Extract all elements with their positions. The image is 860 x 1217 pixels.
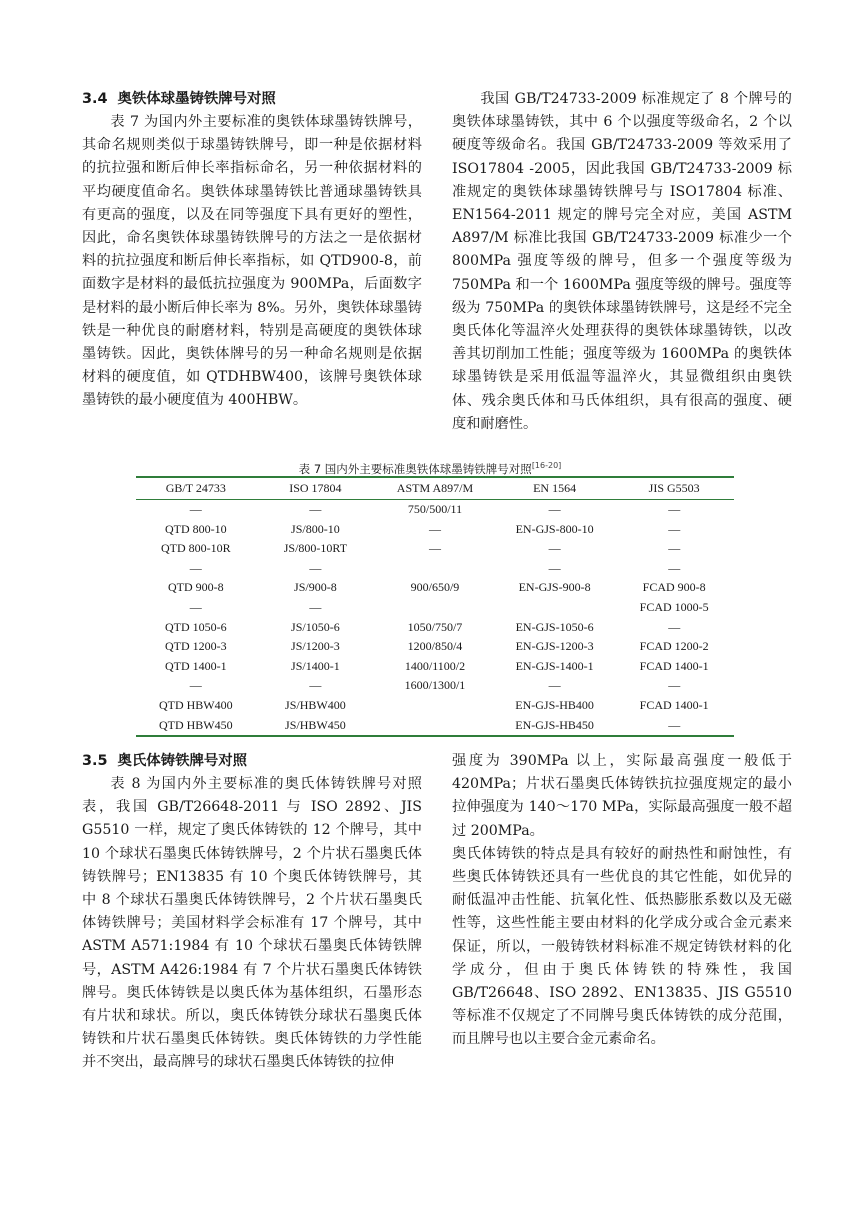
table-cell: QTD 1050-6 xyxy=(164,619,227,634)
table-cell: JS/1200-3 xyxy=(291,639,340,654)
section-title: 奥氏体铸铁牌号对照 xyxy=(117,753,248,769)
table-cell xyxy=(375,696,495,716)
table-cell: JS/1050-6 xyxy=(291,619,340,634)
table-row xyxy=(136,676,734,696)
table-cell: — xyxy=(668,717,681,732)
table-cell: FCAD 900-8 xyxy=(642,580,706,595)
header-cell: EN 1564 xyxy=(533,481,577,495)
table-cell: EN-GJS-900-8 xyxy=(518,580,591,595)
table-cell: FCAD 1200-2 xyxy=(639,639,709,654)
table-cell: EN-GJS-800-10 xyxy=(515,521,594,536)
table-cell: 1600/1300/1 xyxy=(404,678,466,693)
table-row xyxy=(136,696,734,716)
caption-reference: [16-20] xyxy=(531,461,562,470)
header-cell: ISO 17804 xyxy=(289,481,342,495)
table-cell: EN-GJS-HB450 xyxy=(515,717,594,732)
table-cell: — xyxy=(668,619,681,634)
table-cell: — xyxy=(428,541,441,556)
table-cell xyxy=(375,598,495,618)
table-cell: JS/900-8 xyxy=(294,580,337,595)
table-row xyxy=(136,559,734,579)
table-cell: JS/HBW450 xyxy=(285,717,346,732)
table-cell: FCAD 1000-5 xyxy=(639,599,709,614)
table-cell: 1050/750/7 xyxy=(407,619,463,634)
table-cell: QTD 800-10R xyxy=(160,541,231,556)
table-cell: JS/HBW400 xyxy=(285,697,346,712)
header-cell: GB/T 24733 xyxy=(165,481,226,495)
table-cell: — xyxy=(668,560,681,575)
table-cell: JS/1400-1 xyxy=(291,658,340,673)
table-cell: EN-GJS-1200-3 xyxy=(515,639,594,654)
table-row xyxy=(136,618,734,638)
table-cell: 1400/1100/2 xyxy=(404,658,466,673)
table-cell: — xyxy=(189,502,202,516)
table-cell: JS/800-10RT xyxy=(283,541,348,556)
table-cell: EN-GJS-1050-6 xyxy=(515,619,594,634)
table-row xyxy=(136,716,734,737)
table-cell xyxy=(375,716,495,737)
table-cell: — xyxy=(668,502,681,516)
table-row xyxy=(136,500,734,520)
table-cell: — xyxy=(548,678,561,693)
table-cell: — xyxy=(309,599,322,614)
table-cell: — xyxy=(309,560,322,575)
section-3-5-right-column xyxy=(452,750,792,1052)
table-cell: — xyxy=(189,560,202,575)
table-cell: FCAD 1400-1 xyxy=(639,658,709,673)
table-header-row xyxy=(136,477,734,500)
table-cell: JS/800-10 xyxy=(291,521,340,536)
grade-comparison-table xyxy=(136,476,734,737)
table-cell xyxy=(375,559,495,579)
section-number: 3.5 xyxy=(82,753,108,769)
table-cell xyxy=(495,598,615,618)
table-cell: QTD 800-10 xyxy=(164,521,227,536)
table-cell: — xyxy=(668,541,681,556)
paragraph: 表 8 为国内外主要标准的奥氏体铸铁牌号对照表，我国 GB/T26648-2011 与 ISO 2892、JIS G5510 一样，规定了奥氏体铸铁的 12 个牌号，其中 10 个球状石墨奥氏体铸铁牌号，2 个片状石墨奥氏体铸铁牌号；EN13835 有 10 个奥氏体铸铁牌号，其中 8 个球状石墨奥氏体铸铁牌号，2 个片状石墨奥氏体铸铁牌号；美国材料学会标准有 17 个牌号，其中 ASTM A571:1984 有 10 个球状石墨奥氏体铸铁牌号，ASTM A426:1984 有 7 个片状石墨奥氏体铸铁牌号。奥氏体铸铁是以奥氏体为基体组织，石墨形态有片状和球状。所以，奥氏体铸铁分球状石墨奥氏体铸铁和片状石墨奥氏体铸铁。奥氏体铸铁的力学性能并不突出，最高牌号的球状石墨奥氏体铸铁的拉伸 xyxy=(82,776,422,1071)
section-3-4-left-column xyxy=(82,88,422,413)
table-cell: — xyxy=(309,678,322,693)
table-cell: EN-GJS-HB400 xyxy=(515,697,594,712)
paragraph: 奥氏体铸铁的特点是具有较好的耐热性和耐蚀性，有些奥氏体铸铁还具有一些优良的其它性能，如优异的耐低温冲击性能、抗氧化性、低热膨胀系数以及无磁性等，这些性能主要由材料的化学成分或合金元素来保证，所以，一般铸铁材料标准不规定铸铁材料的化学成分，但由于奥氏体铸铁的特殊性，我国 GB/T26648、ISO 2892、EN13835、JIS G5510 等标准不仅规定了不同牌号奥氏体铸铁的成分范围，而且牌号也以主要合金元素命名。 xyxy=(452,845,792,1048)
table-row xyxy=(136,539,734,559)
table-row xyxy=(136,598,734,618)
paragraph: 表 7 为国内外主要标准的奥铁体球墨铸铁牌号，其命名规则类似于球墨铸铁牌号，即一种是依据材料的抗拉强和断后伸长率指标命名，另一种依据材料的平均硬度值命名。奥铁体球墨铸铁比普通球墨铸铁具有更高的强度，以及在同等强度下具有更好的塑性，因此，命名奥铁体球墨铸铁牌号的方法之一是依据材料的抗拉强度和断后伸长率指标，如 QTD900-8，前面数字是材料的最低抗拉强度为 900MPa，后面数字是材料的最小断后伸长率为 8%。另外，奥铁体球墨铸铁是一种优良的耐磨材料，特别是高硬度的奥铁体球墨铸铁。因此，奥铁体牌号的另一种命名规则是依据材料的硬度值，如 QTDHBW400，该牌号奥铁体球墨铸铁的最小硬度值为 400HBW。 xyxy=(82,114,422,409)
caption-text: 表 7 国内外主要标准奥铁体球墨铸铁牌号对照 xyxy=(298,461,532,476)
table-cell: 750/500/11 xyxy=(407,502,463,516)
section-3-5-left-column xyxy=(82,750,422,1075)
table-cell: — xyxy=(309,502,322,516)
table-cell: EN-GJS-1400-1 xyxy=(515,658,594,673)
table-cell: — xyxy=(189,599,202,614)
table-cell: QTD 900-8 xyxy=(167,580,224,595)
table-cell: FCAD 1400-1 xyxy=(639,697,709,712)
table-cell: — xyxy=(428,521,441,536)
table-cell: QTD HBW400 xyxy=(158,697,233,712)
table-cell: — xyxy=(668,521,681,536)
table-cell: — xyxy=(548,560,561,575)
paragraph: 我国 GB/T24733-2009 标准规定了 8 个牌号的奥铁体球墨铸铁，其中 6 个以强度等级命名，2 个以硬度等级命名。我国 GB/T24733-2009 等效采用了 ISO17804 -2005，因此我国 GB/T24733-2009 标准规定的奥铁体球墨铸铁牌号与 ISO17804 标准、EN1564-2011 规定的牌号完全对应，美国 ASTM A897/M 标准比我国 GB/T24733-2009 标准少一个 800MPa 强度等级的牌号，但多一个强度等级为 750MPa 和一个 1600MPa 强度等级的牌号。强度等级为 750MPa 的奥铁体球墨铸铁牌号，这是经不完全奥氏体化等温淬火处理获得的奥铁体球墨铸铁，以改善其切削加工性能；强度等级为 1600MPa 的奥铁体球墨铸铁是采用低温等温淬火，其显微组织由奥铁体、残余奥氏体和马氏体组织，具有很高的强度、硬度和耐磨性。 xyxy=(452,91,792,432)
table-cell: 900/650/9 xyxy=(410,580,460,595)
section-3-5-heading xyxy=(82,750,422,773)
table-cell: — xyxy=(548,502,561,516)
table-cell: QTD 1200-3 xyxy=(164,639,227,654)
table-cell: — xyxy=(668,678,681,693)
table-cell: 1200/850/4 xyxy=(407,639,463,654)
section-3-4-heading xyxy=(82,88,422,111)
paragraph: 强度为 390MPa 以上，实际最高强度一般低于 420MPa；片状石墨奥氏体铸铁抗拉强度规定的最小拉伸强度为 140～170 MPa，实际最高强度一般不超过 200MPa。 xyxy=(452,753,792,839)
table-row xyxy=(136,520,734,540)
table-row xyxy=(136,578,734,598)
table-caption xyxy=(0,458,860,477)
table-cell: QTD HBW450 xyxy=(158,717,233,732)
table-7 xyxy=(136,476,734,737)
table-cell: — xyxy=(548,541,561,556)
section-3-4-right-column xyxy=(452,88,792,436)
header-cell: ASTM A897/M xyxy=(396,481,474,495)
table-row xyxy=(136,657,734,677)
table-cell: — xyxy=(189,678,202,693)
header-cell: JIS G5503 xyxy=(648,481,700,495)
section-number: 3.4 xyxy=(82,91,108,107)
section-title: 奥铁体球墨铸铁牌号对照 xyxy=(117,91,276,107)
table-cell: QTD 1400-1 xyxy=(164,658,227,673)
table-row xyxy=(136,637,734,657)
